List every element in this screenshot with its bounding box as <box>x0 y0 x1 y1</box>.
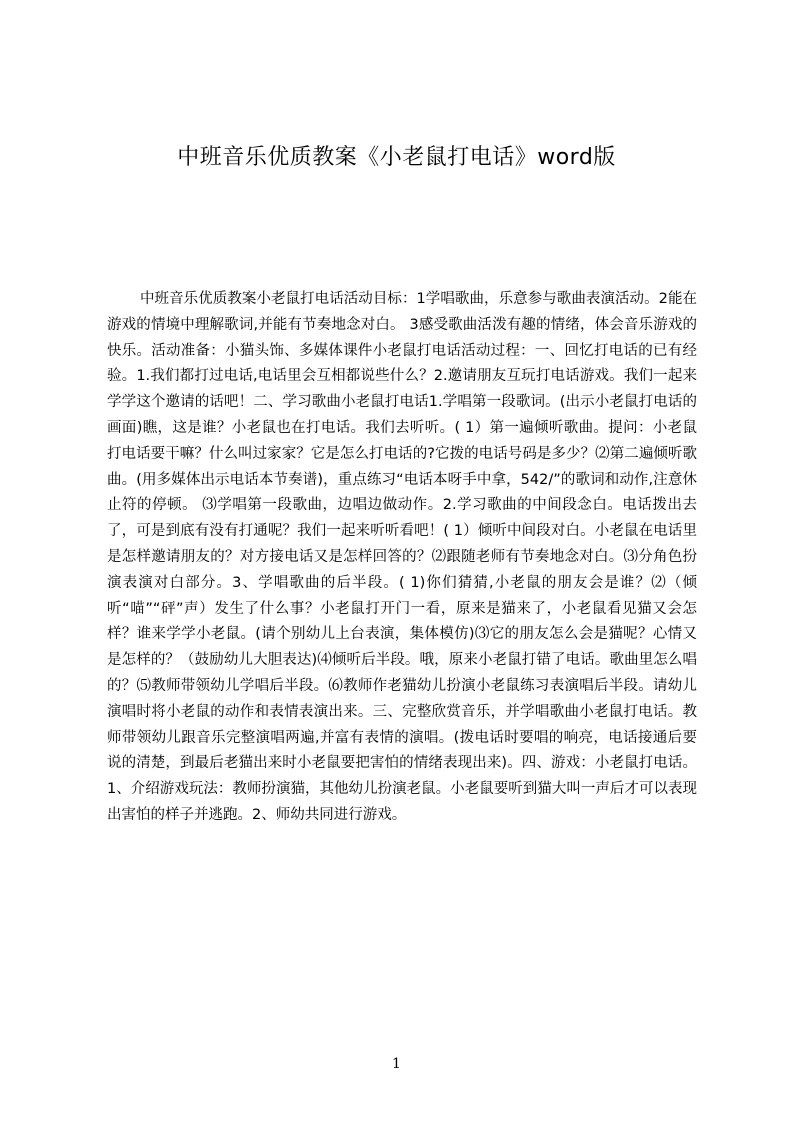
page-number: 1 <box>392 1056 401 1072</box>
document-title: 中班音乐优质教案《小老鼠打电话》word版 <box>177 145 616 170</box>
body-paragraph: 中班音乐优质教案小老鼠打电话活动目标：1学唱歌曲，乐意参与歌曲表演活动。2能在游戏的情境中理解歌词,并能有节奏地念对白。 3感受歌曲活泼有趣的情绪，体会音乐游戏的快乐。活动准备：小猫头饰、多媒体课件小老鼠打电话活动过程：一、回忆打电话的已有经验。1.我们都打过电话,电话里会互相都说些什么？2.邀请朋友互玩打电话游戏。我们一起来学学这个邀请的话吧！二、学习歌曲小老鼠打电话1.学唱第一段歌词。(出示小老鼠打电话的画面)瞧，这是谁？小老鼠也在打电话。我们去听听。( 1）第一遍倾听歌曲。提问：小老鼠打电话要干嘛？什么叫过家家？它是怎么打电话的?它拨的电话号码是多少？⑵第二遍倾听歌曲。(用多媒体出示电话本节奏谱)，重点练习“电话本呀手中拿，542/”的歌词和动作,注意休止符的停顿。 ⑶学唱第一段歌曲，边唱边做动作。2.学习歌曲的中间段念白。电话拨出去了，可是到底有没有打通呢？我们一起来听听看吧！( 1）倾听中间段对白。小老鼠在电话里是怎样邀请朋友的？对方接电话又是怎样回答的？⑵跟随老师有节奏地念对白。⑶分角色扮演表演对白部分。3、学唱歌曲的后半段。( 1)你们猜猜,小老鼠的朋友会是谁？⑵（倾听“喵”“砰”声）发生了什么事？小老鼠打开门一看，原来是猫来了，小老鼠看见猫又会怎样？谁来学学小老鼠。(请个别幼儿上台表演，集体模仿)⑶它的朋友怎么会是猫呢？心情又是怎样的？（鼓励幼儿大胆表达)⑷倾听后半段。哦，原来小老鼠打错了电话。歌曲里怎么唱的？⑸教师带领幼儿学唱后半段。⑹教师作老猫幼儿扮演小老鼠练习表演唱后半段。请幼儿演唱时将小老鼠的动作和表情表演出来。三、完整欣赏音乐，并学唱歌曲小老鼠打电话。教师带领幼儿跟音乐完整演唱两遍,并富有表情的演唱。(拨电话时要唱的响亮，电话接通后要说的清楚，到最后老猫出来时小老鼠要把害怕的情绪表现出来)。四、游戏：小老鼠打电话。1、介绍游戏玩法：教师扮演猫，其他幼儿扮演老鼠。小老鼠要听到猫大叫一声后才可以表现出害怕的样子并逃跑。2、师幼共同进行游戏。 <box>107 291 697 823</box>
